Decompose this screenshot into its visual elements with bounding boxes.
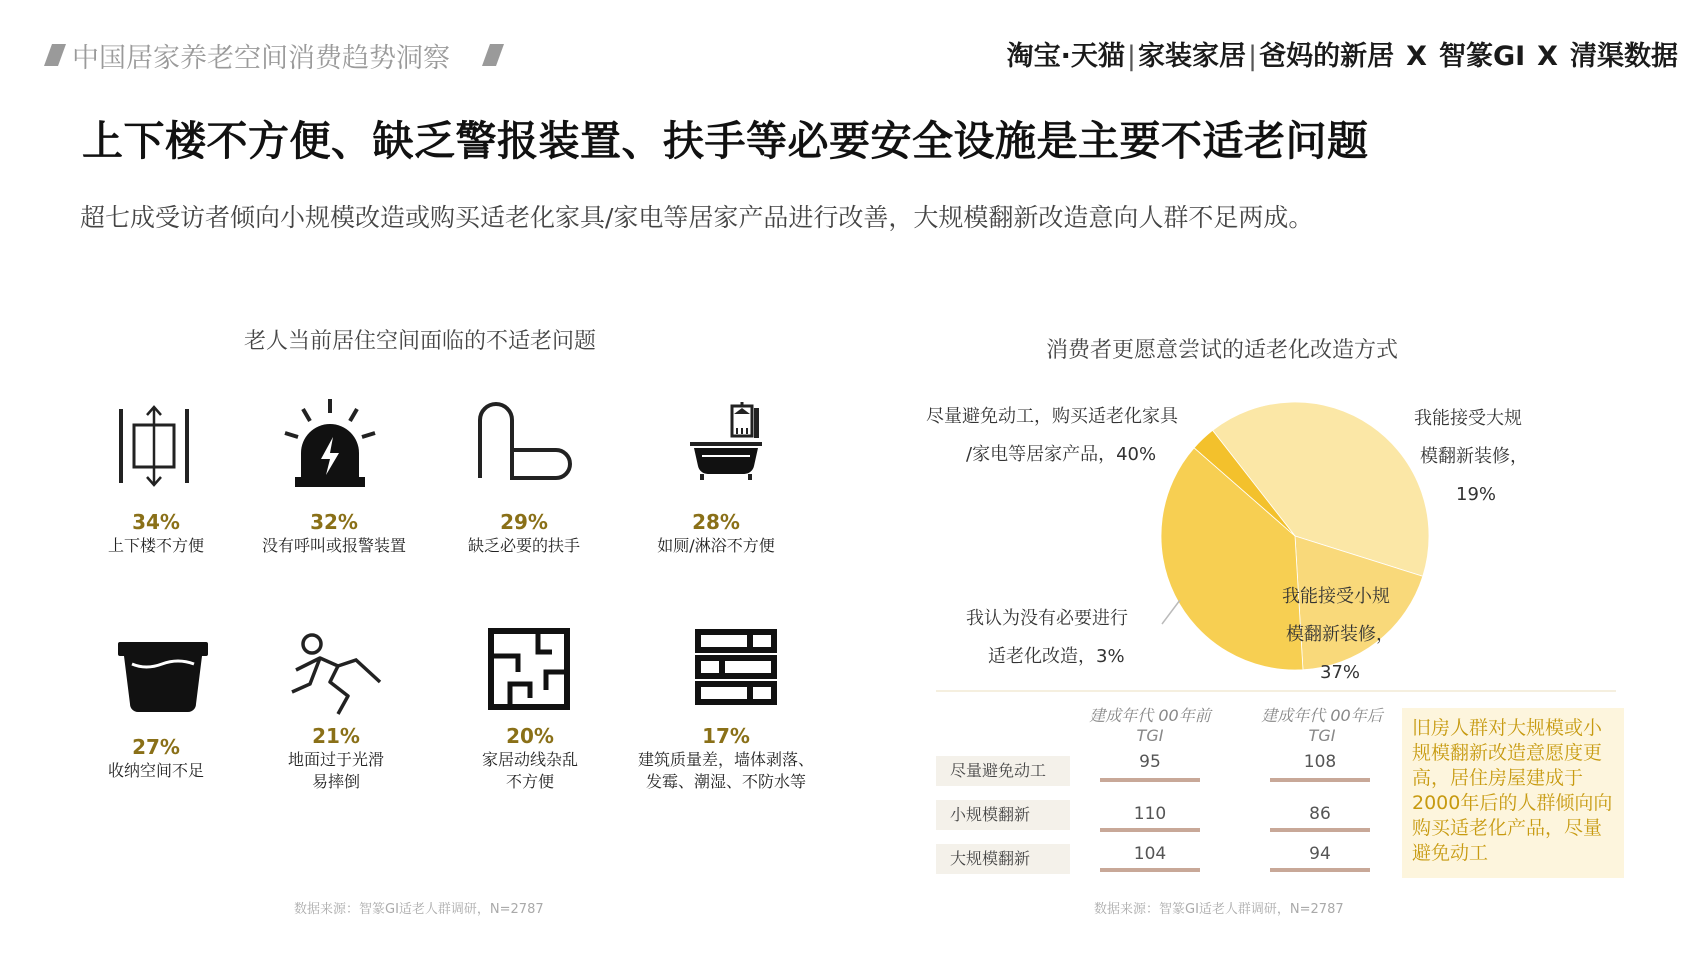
tgi-value: 108 — [1303, 752, 1337, 772]
table-top-divider — [936, 690, 1616, 692]
brand-home-decor: 家装家居 — [1138, 41, 1247, 72]
tgi-row-label-avoid: 尽量避免动工 — [936, 756, 1070, 786]
tgi-col-before-label: 建成年代 00年前 — [1089, 706, 1211, 725]
left-section-title: 老人当前居住空间面临的不适老问题 — [244, 329, 597, 354]
brick-wall-icon — [694, 628, 778, 708]
cross-mark: X — [1406, 41, 1427, 72]
issue-label-storage: 收纳空间不足 — [107, 761, 204, 780]
issue-pct-handrail: 29% — [500, 510, 548, 534]
tgi-underline — [1100, 868, 1200, 872]
issue-label-bathroom: 如厕/淋浴不方便 — [657, 536, 775, 555]
report-title: 中国居家养老空间消费趋势洞察 — [72, 43, 450, 74]
pie-label-large-line3: 19% — [1456, 484, 1497, 505]
title-slash-right-icon — [482, 44, 504, 66]
tgi-value: 110 — [1133, 804, 1167, 824]
tgi-col-before-tgi: TGI — [1136, 726, 1164, 745]
issue-pct-alarm: 32% — [310, 510, 358, 534]
brand-taobao-tmall: 淘宝·天猫 — [1006, 41, 1125, 72]
alarm-icon — [281, 397, 379, 491]
issue-label-stairs: 上下楼不方便 — [107, 536, 204, 555]
pie-label-small-line3: 37% — [1320, 662, 1361, 683]
cross-mark: X — [1537, 41, 1558, 72]
tgi-row-label-large: 大规模翻新 — [936, 844, 1070, 874]
leader-line — [1160, 596, 1190, 626]
page-subtitle: 超七成受访者倾向小规模改造或购买适老化家具/家电等居家产品进行改善，大规模翻新改造意向人群不足两成。 — [80, 203, 1314, 232]
pie-label-none-line1: 我认为没有必要进行 — [966, 608, 1128, 629]
title-slash-left-icon — [44, 44, 66, 66]
tgi-col-before-2000 — [1070, 706, 1230, 746]
tgi-col-after-label: 建成年代 00年后 — [1261, 706, 1383, 725]
tgi-value: 86 — [1309, 804, 1331, 824]
right-section-title: 消费者更愿意尝试的适老化改造方式 — [1046, 338, 1399, 363]
issue-label-handrail: 缺乏必要的扶手 — [467, 536, 580, 555]
tgi-value: 94 — [1309, 844, 1331, 864]
pie-label-avoid-line1: 尽量避免动工，购买适老化家具 — [926, 406, 1178, 427]
brand-logos: 淘宝·天猫|家装家居|爸妈的新居 X 智篆GI X 清渠数据 — [1007, 34, 1678, 73]
issue-pct-slippery: 21% — [312, 724, 360, 748]
pie-label-small-line2: 模翻新装修， — [1286, 624, 1394, 645]
issue-label-alarm: 没有呼叫或报警装置 — [261, 536, 406, 555]
pie-label-none-line2: 适老化改造，3% — [988, 646, 1125, 667]
bathtub-shower-icon — [688, 400, 764, 482]
tgi-row-label-small: 小规模翻新 — [936, 800, 1070, 830]
issue-pct-stairs: 34% — [132, 510, 180, 534]
brand-parents-home: 爸妈的新居 — [1259, 41, 1395, 72]
issue-pct-building: 17% — [702, 724, 750, 748]
tgi-underline — [1270, 778, 1370, 782]
issue-pct-bathroom: 28% — [692, 510, 740, 534]
insight-note: 旧房人群对大规模或小规模翻新改造意愿度更高，居住房屋建成于2000年后的人群倾向向购买适老化产品，尽量避免动工 — [1402, 708, 1624, 878]
left-data-source: 数据来源：智篆GI适老人群调研，N=2787 — [294, 902, 544, 917]
brand-zhizhuan-gi: 智篆GI — [1438, 41, 1526, 72]
tgi-col-after-tgi: TGI — [1308, 726, 1336, 745]
brand-qingqu-data: 清渠数据 — [1570, 41, 1678, 72]
pie-label-small-line1: 我能接受小规 — [1282, 586, 1390, 607]
tgi-underline — [1270, 868, 1370, 872]
issue-label-layout: 家居动线杂乱 不方便 — [481, 750, 578, 791]
tgi-value: 104 — [1133, 844, 1167, 864]
tgi-underline — [1100, 828, 1200, 832]
elevator-icon — [118, 403, 190, 489]
issue-label-building: 建筑质量差，墙体剥落、 发霉、潮湿、不防水等 — [637, 750, 814, 791]
tgi-col-after-2000 — [1242, 706, 1402, 746]
issue-pct-layout: 20% — [506, 724, 554, 748]
page-headline: 上下楼不方便、缺乏警报装置、扶手等必要安全设施是主要不适老问题 — [82, 117, 1369, 165]
tgi-value: 95 — [1139, 752, 1161, 772]
right-data-source: 数据来源：智篆GI适老人群调研，N=2787 — [1094, 902, 1344, 917]
issue-label-slippery: 地面过于光滑 易摔倒 — [287, 750, 384, 791]
tgi-underline — [1270, 828, 1370, 832]
tgi-underline — [1100, 778, 1200, 782]
issue-pct-storage: 27% — [132, 735, 180, 759]
slipping-person-icon — [290, 630, 386, 718]
pie-label-large-line1: 我能接受大规 — [1414, 408, 1522, 429]
pie-label-avoid-line2: /家电等居家产品，40% — [966, 444, 1157, 465]
pie-label-large-line2: 模翻新装修， — [1420, 446, 1528, 467]
handrail-icon — [476, 400, 576, 480]
storage-basket-icon — [116, 640, 210, 714]
floor-plan-icon — [488, 628, 570, 710]
